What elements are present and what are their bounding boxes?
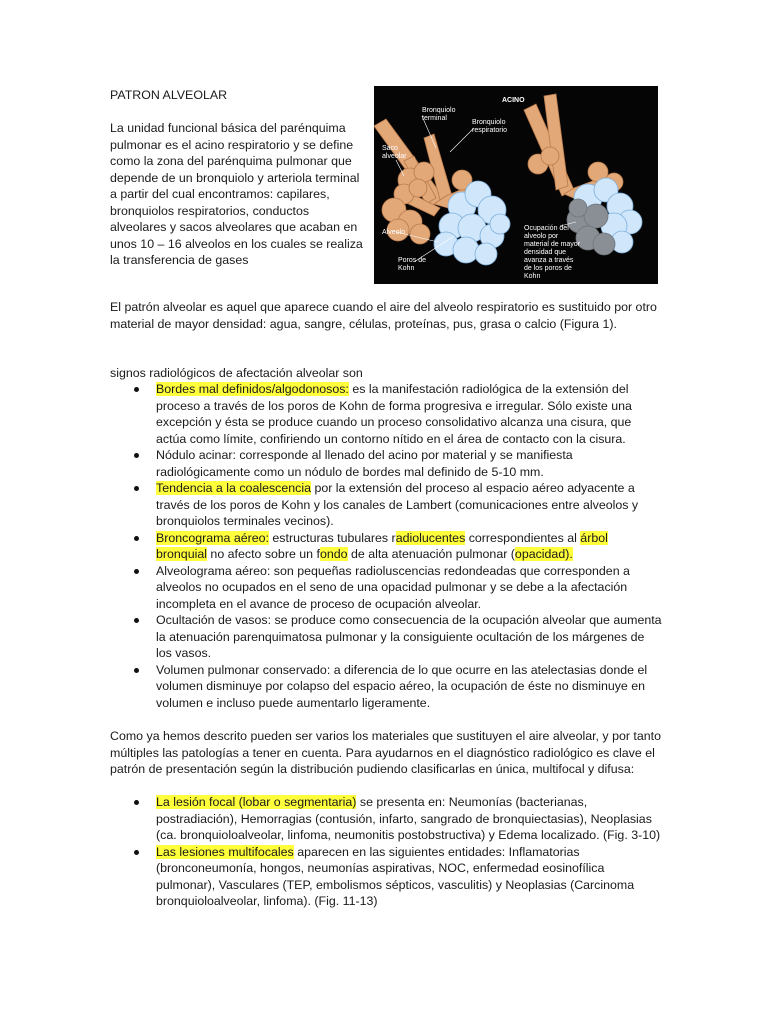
page-title: PATRON ALVEOLAR <box>110 88 228 102</box>
item-text: Alveolograma aéreo: son pequeñas radioluscencias redondeadas que corresponden a alveolos no ocupados en el seno de una opacidad pulmonar y se debe a la afectación incompleta en el avance de proceso de ocupación alveolar. <box>156 563 630 611</box>
item-text: Volumen pulmonar conservado: a diferencia de lo que ocurre en las atelectasias donde el volumen disminuye por colapso del espacio aéreo, la ocupación de éste no disminuye en volumen e incluso puede aumentarlo ligeramente. <box>156 662 648 710</box>
list-item <box>110 530 662 563</box>
list-item <box>110 447 662 480</box>
item-text: aparecen en las siguientes entidades: Inflamatorias (bronconeumonía, hongos, neumonías aspirativas, NOC, enfermedad eosinofílica pulmonar), Vasculares (TEP, embolismos sépticos, vasculitis) y Neoplasias (Carcinoma bronquioloalveolar, linfoma). (Fig. 11-13) <box>156 844 635 908</box>
label-alveolo: Alveolo <box>382 229 405 236</box>
label-bronquiolo-terminal-2: terminal <box>422 115 447 122</box>
item-text: Ocultación de vasos: se produce como consecuencia de la ocupación alveolar que aumenta la atenuación parenquimatosa pulmonar y la consiguiente ocultación de los márgenes de los vasos. <box>156 613 662 660</box>
list-item <box>110 612 662 662</box>
intro-paragraph: La unidad funcional básica del parénquima pulmonar es el acino respiratorio y se define como la zona del parénquima pulmonar que depende de un bronquiolo y arteriola terminal a partir del cual encontramos: capilares, bronquiolos respiratorios, conductos alveolares y sacos alveolares que acaban en unos 10 – 16 alveolos en los cuales se realiza la transferencia de gases <box>110 121 363 267</box>
label-poros-kohn-1: Poros de <box>398 257 427 264</box>
label-ocupacion-3: material de mayor <box>524 241 581 248</box>
signs-heading: signos radiológicos de afectación alveolar son <box>110 366 363 380</box>
label-bronquiolo-terminal-1: Bronquiolo <box>422 107 456 114</box>
label-ocupacion-1: Ocupación del <box>524 225 569 232</box>
highlighted-term: La lesión focal (lobar o segmentaria) <box>156 795 357 809</box>
item-text: por la extensión del proceso al espacio aéreo adyacente a través de los poros de Kohn y los canales de Lambert (comunicaciones entre alveolos y bronquiolos terminales vecinos). <box>156 481 639 528</box>
label-ocupacion-2: alveolo por <box>524 233 559 240</box>
highlighted-term: opacidad). <box>514 547 573 561</box>
label-ocupacion-4: densidad que <box>524 249 567 256</box>
paragraph-distribution: Como ya hemos descrito pueden ser varios los materiales que sustituyen el aire alveolar, y por tanto múltiples las patologías a tener en cuenta. Para ayudarnos en el diagnóstico radiológico es clave el patrón de presentación según la distribución pudiendo clasificarlas en única, multifocal y difusa: <box>110 729 661 776</box>
list-item <box>110 381 662 447</box>
acino-diagram <box>374 86 658 284</box>
figure-title: ACINO <box>502 97 525 104</box>
highlighted-term: árbol bronquial <box>156 530 608 561</box>
label-saco-alveolar-2: alveolar <box>382 153 407 160</box>
label-bronquiolo-respiratorio-2: respiratorio <box>472 127 508 134</box>
item-text: es la manifestación radiológica de la extensión del proceso a través de los poros de Kohn de forma progresiva e irregular. Sólo existe una excepción y ésta se produce cuando un proceso consolidativo alcanza una cisura, que actúa como límite, confiriendo un contorno nítido en el área de contacto con la cisura. <box>156 382 632 446</box>
label-ocupacion-5: avanza a través <box>524 257 574 264</box>
list-item <box>110 480 662 530</box>
highlighted-term: Las lesiones multifocales <box>156 844 294 859</box>
list-item <box>110 563 662 613</box>
label-poros-kohn-2: Kohn <box>398 265 415 272</box>
highlighted-term: Bordes mal definidos/algodonosos: <box>156 382 349 396</box>
item-text: no afecto sobre un f <box>206 547 320 561</box>
highlighted-term: Tendencia a la coalescencia <box>156 481 311 495</box>
label-saco-alveolar-1: Saco <box>382 145 398 152</box>
highlighted-term: adiolucentes <box>395 530 466 545</box>
list-item <box>110 662 662 712</box>
highlighted-term: Broncograma aéreo: <box>156 530 269 545</box>
item-text: correspondientes al <box>465 530 581 545</box>
highlighted-term: ondo <box>319 547 348 561</box>
label-ocupacion-6: de los poros de <box>524 265 572 272</box>
patterns-list <box>110 794 662 910</box>
list-item <box>110 794 662 844</box>
acino-figure <box>374 86 658 284</box>
list-item <box>110 844 662 910</box>
item-text: se presenta en: Neumonías (bacterianas, postradiación), Hemorragias (contusión, infarto, sangrado de bronquiectasias), Neoplasias (ca. bronquioloalveolar, linfoma, neumonitis postobstructiva) y Edema localizado. (Fig. 3-10) <box>156 795 661 842</box>
paragraph-definition: El patrón alveolar es aquel que aparece cuando el aire del alveolo respiratorio es sustituido por otro material de mayor densidad: agua, sangre, células, proteínas, pus, grasa o calcio (Figura 1). <box>110 300 657 331</box>
label-bronquiolo-respiratorio-1: Bronquiolo <box>472 119 506 126</box>
item-text: estructuras tubulares r <box>268 530 396 545</box>
label-ocupacion-7: Kohn <box>524 273 541 280</box>
item-text: de alta atenuación pulmonar ( <box>347 547 515 561</box>
item-text: Nódulo acinar: corresponde al llenado del acino por material y se manifiesta radiológicamente como un nódulo de bordes mal definido de 5-10 mm. <box>156 448 573 479</box>
signs-list <box>110 381 662 711</box>
